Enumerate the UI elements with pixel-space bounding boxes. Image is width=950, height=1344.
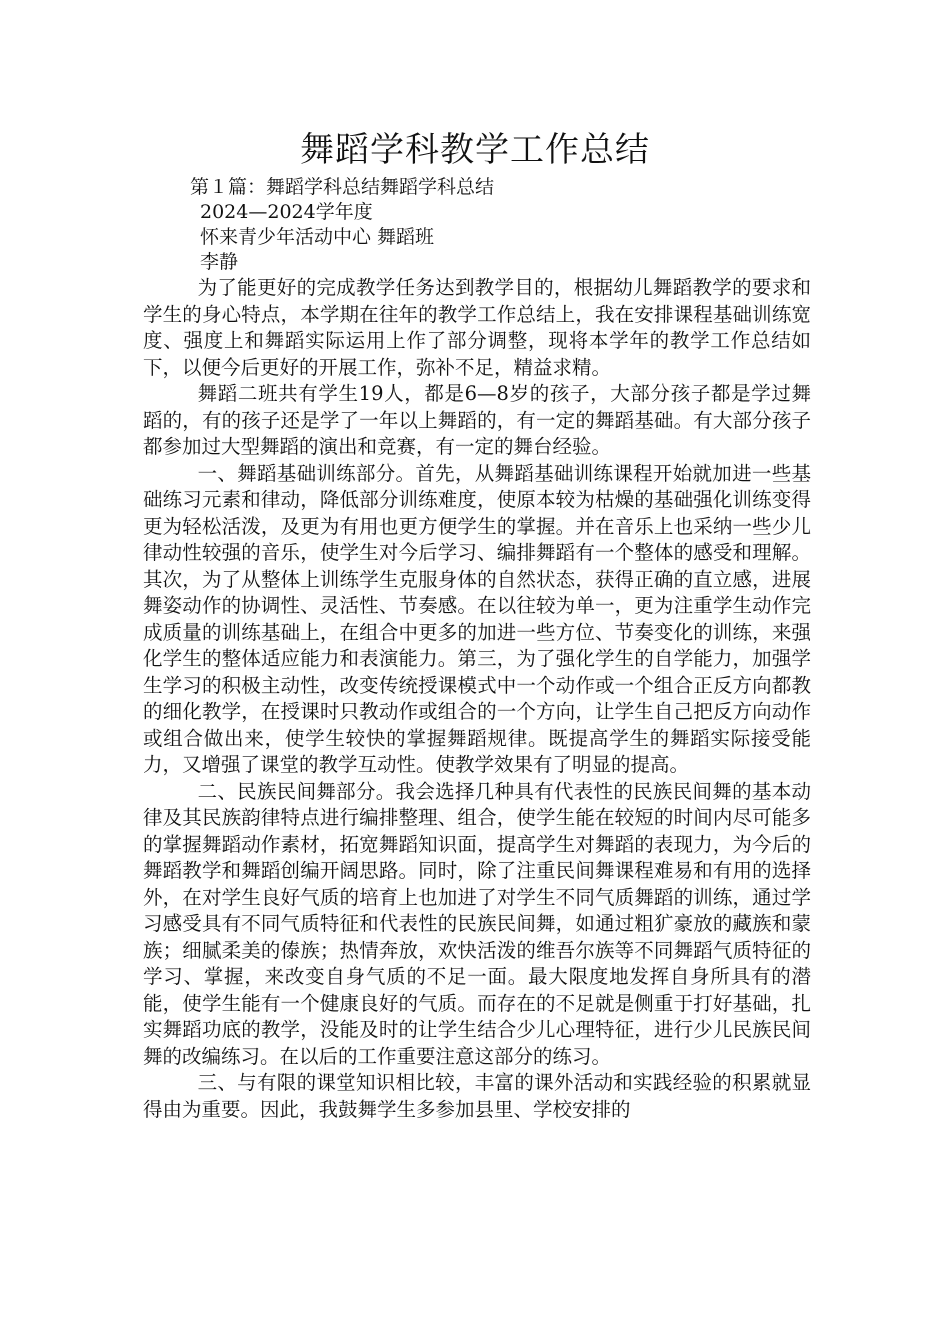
paragraph-extracurricular: 三、与有限的课堂知识相比较，丰富的课外活动和实践经验的积累就显得由为重要。因此，我鼓舞学生多参加县里、学校安排的 xyxy=(143,1071,811,1121)
document-title: 舞蹈学科教学工作总结 xyxy=(300,130,650,170)
paragraph-basic-training: 一、舞蹈基础训练部分。首先，从舞蹈基础训练课程开始就加进一些基础练习元素和律动，降低部分训练难度，使原本较为枯燥的基础强化训练变得更为轻松活泼，及更为有用也更方便学生的掌握。并在音乐上也采纳一些少儿律动性较强的音乐，使学生对今后学习、编排舞蹈有一个整体的感受和理解。其次，为了从整体上训练学生克服身体的自然状态，获得正确的直立感，进展舞姿动作的协调性、灵活性、节奏感。在以往较为单一，更为注重学生动作完成质量的训练基础上，在组合中更多的加进一些方位、节奏变化的训练，来强化学生的整体适应能力和表演能力。第三，为了强化学生的自学能力，加强学生学习的积极主动性，改变传统授课模式中一个动作或一个组合正反方向都教的细化教学，在授课时只教动作或组合的一个方向，让学生自己把反方向动作或组合做出来，使学生较快的掌握舞蹈规律。既提高学生的舞蹈实际接受能力，又增强了课堂的教学互动性。使教学效果有了明显的提高。 xyxy=(143,461,811,776)
document-body xyxy=(143,275,811,1123)
school-year: 2024—2024学年度 xyxy=(200,201,373,223)
chapter-heading: 第１篇：舞蹈学科总结舞蹈学科总结 xyxy=(190,176,495,198)
paragraph-class-info: 舞蹈二班共有学生19人，都是6—8岁的孩子，大部分孩子都是学过舞蹈的，有的孩子还是学了一年以上舞蹈的，有一定的舞蹈基础。有大部分孩子都参加过大型舞蹈的演出和竞赛，有一定的舞台经验。 xyxy=(143,382,811,458)
paragraph-folk-dance: 二、民族民间舞部分。我会选择几种具有代表性的民族民间舞的基本动律及其民族韵律特点进行编排整理、组合，使学生能在较短的时间内尽可能多的掌握舞蹈动作素材，拓宽舞蹈知识面，提高学生对舞蹈的表现力，为今后的舞蹈教学和舞蹈创编开阔思路。同时，除了注重民间舞课程难易和有用的选择外，在对学生良好气质的培育上也加进了对学生不同气质舞蹈的训练，通过学习感受具有不同气质特征和代表性的民族民间舞，如通过粗犷豪放的藏族和蒙族；细腻柔美的傣族；热情奔放，欢快活泼的维吾尔族等不同舞蹈气质特征的学习、掌握，来改变自身气质的不足一面。最大限度地发挥自身所具有的潜能，使学生能有一个健康良好的气质。而存在的不足就是侧重于打好基础，扎实舞蹈功底的教学，没能及时的让学生结合少儿心理特征，进行少儿民族民间舞的改编练习。在以后的工作重要注意这部分的练习。 xyxy=(143,779,811,1068)
document-meta xyxy=(190,175,494,275)
paragraph-intro: 为了能更好的完成教学任务达到教学目的，根据幼儿舞蹈教学的要求和学生的身心特点，本学期在往年的教学工作总结上，我在安排课程基础训练宽度、强度上和舞蹈实际运用上作了部分调整，现将本学年的教学工作总结如下，以便今后更好的开展工作，弥补不足，精益求精。 xyxy=(143,276,811,379)
author-name: 李静 xyxy=(200,251,239,273)
organization: 怀来青少年活动中心 舞蹈班 xyxy=(200,226,435,248)
